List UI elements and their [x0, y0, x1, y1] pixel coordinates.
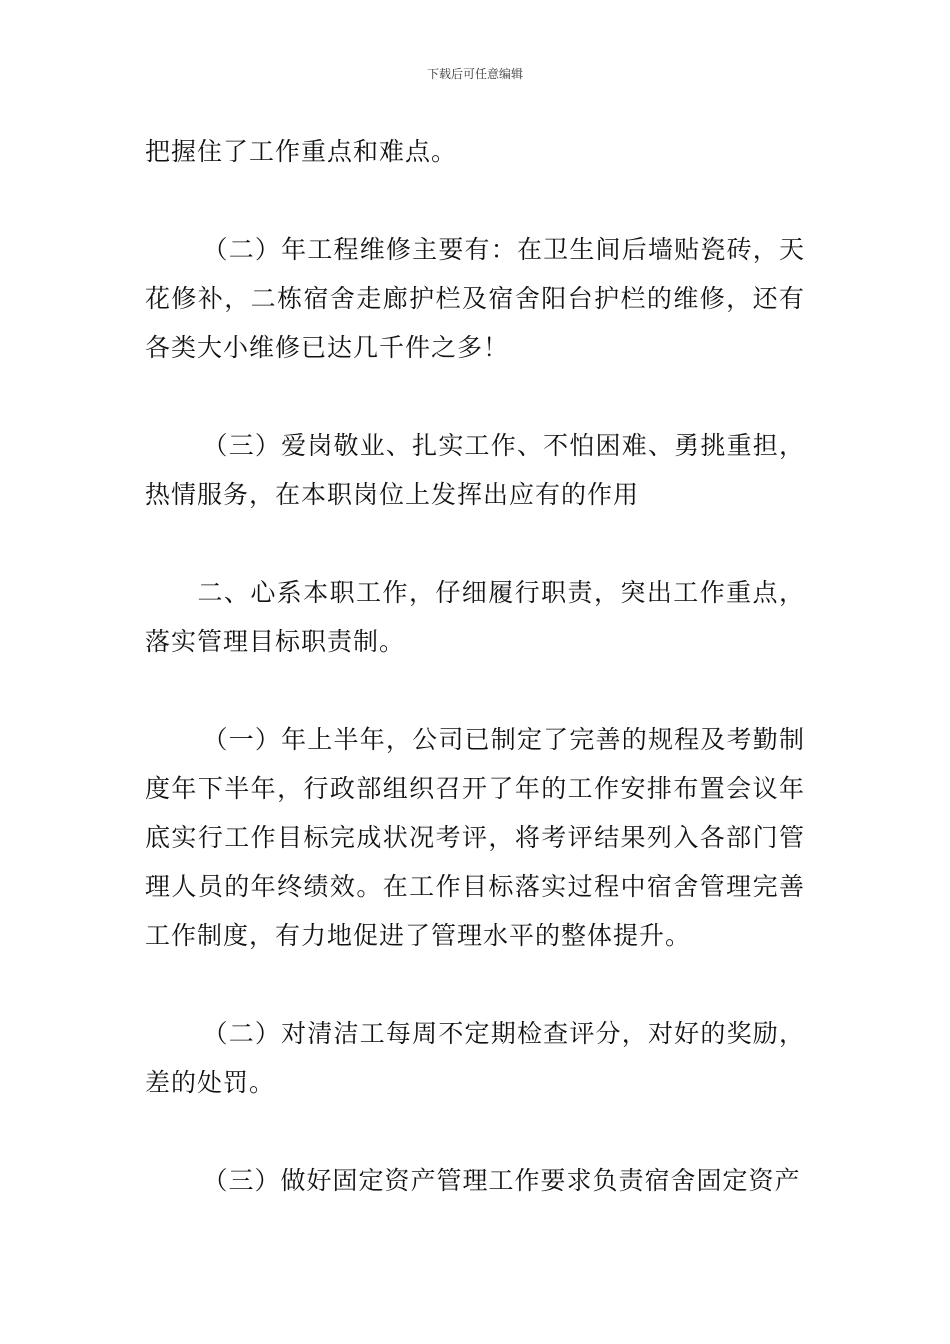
paragraph-3: （三）爱岗敬业、扎实工作、不怕困难、勇挑重担，热情服务，在本职岗位上发挥出应有的作用: [145, 431, 805, 509]
paragraph-7: （三）做好固定资产管理工作要求负责宿舍固定资产: [202, 1166, 801, 1195]
paragraph-2: （二）年工程维修主要有：在卫生间后墙贴瓷砖，天花修补，二栋宿舍走廊护栏及宿舍阳台护栏的维修，还有各类大小维修已达几千件之多！: [145, 235, 805, 362]
paragraph-gap: [145, 666, 805, 715]
document-body: [145, 127, 805, 1205]
paragraph-5: （一）年上半年，公司已制定了完善的规程及考勤制度年下半年，行政部组织召开了年的工作安排布置会议年底实行工作目标完成状况考评，将考评结果列入各部门管理人员的年终绩效。在工作目标落实过程中宿舍管理完善工作制度，有力地促进了管理水平的整体提升。: [145, 725, 805, 950]
paragraph-gap: [145, 1107, 805, 1156]
page-header-note: 下载后可任意编辑: [426, 67, 523, 81]
paragraph-gap: [145, 372, 805, 421]
paragraph-1: 把握住了工作重点和难点。: [145, 137, 458, 166]
paragraph-gap: [145, 176, 805, 225]
paragraph-6: （二）对清洁工每周不定期检查评分，对好的奖励，差的处罚。: [145, 1019, 805, 1097]
paragraph-4: 二、心系本职工作，仔细履行职责，突出工作重点，落实管理目标职责制。: [145, 578, 805, 656]
paragraph-gap: [145, 960, 805, 1009]
paragraph-gap: [145, 519, 805, 568]
